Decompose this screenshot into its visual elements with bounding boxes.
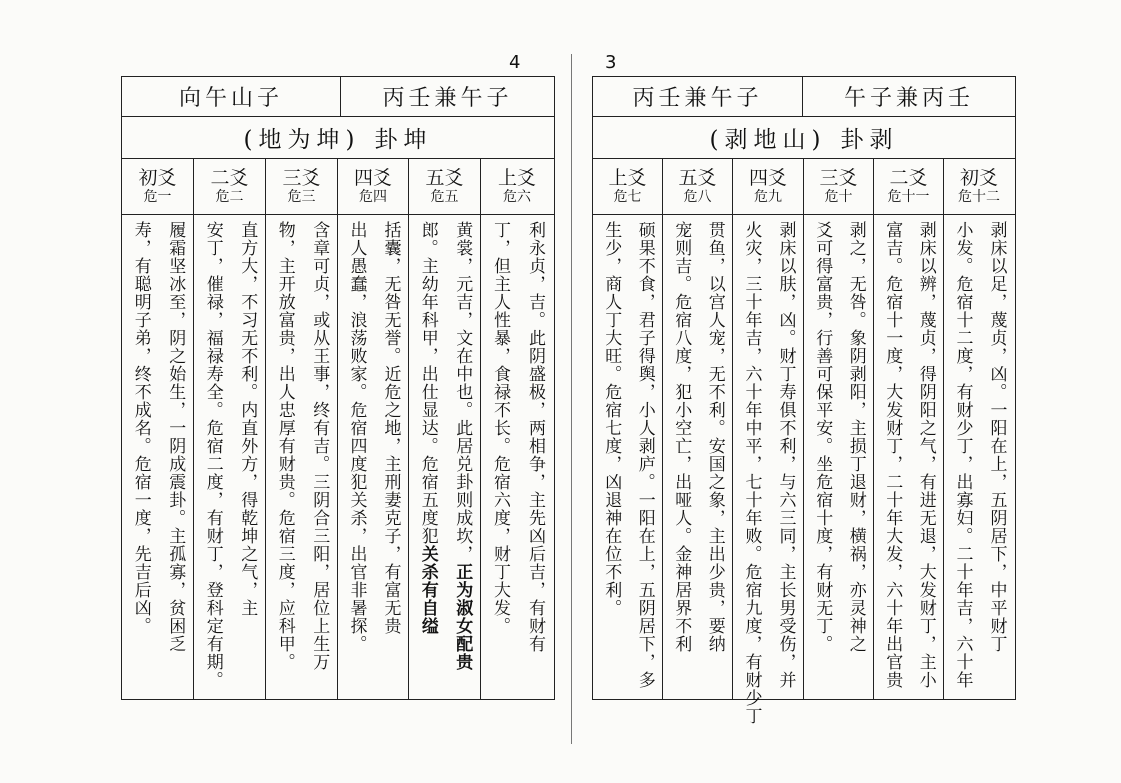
yao-label: 上爻 <box>497 166 536 189</box>
yao-label: 四爻 <box>353 166 392 189</box>
yao-text-line <box>203 221 222 699</box>
yao-text-column <box>804 215 874 699</box>
yao-text-row <box>593 215 1015 725</box>
wei-mark: 危 <box>754 188 768 205</box>
yao-text-line <box>812 221 831 699</box>
left-page-table <box>121 76 555 700</box>
yao-text: 郎。主幼年科甲，出仕显达。危宿五度犯 <box>417 221 438 545</box>
yao-label: 三爻 <box>282 166 321 189</box>
yao-text: 丁，但主人性暴，食禄不长。危宿六度，财丁大发。 <box>490 221 510 635</box>
yao-text: 火灾，三十年吉，六十年中平，七十年败。危宿九度，有财少丁 <box>741 221 762 725</box>
yao-text-line <box>131 221 150 699</box>
yao-text-line <box>601 221 620 699</box>
yao-text-emphasis: 关杀有自缢 <box>417 545 438 635</box>
compass-direction: 丙壬兼午子 <box>382 86 513 111</box>
yao-text: 寿，有聪明子弟，终不成名。危宿一度，先吉后凶。 <box>130 221 151 635</box>
gua-name: (地为坤) <box>243 127 361 153</box>
compass-direction: 丙壬兼午子 <box>632 86 763 111</box>
yao-text: 出人愚蠢，浪荡败家。危宿四度犯关杀，出官非暑探。 <box>346 221 367 653</box>
yao-number: 十一 <box>901 188 930 205</box>
yao-text-column <box>593 215 663 699</box>
yao-number: 四 <box>373 188 387 205</box>
yao-number: 三 <box>301 188 316 205</box>
yao-text: 安丁，催禄，福禄寿全。危宿二度，有财丁，登科定有期。 <box>202 221 223 689</box>
yao-header-row <box>593 159 1015 215</box>
gua-title: 卦剥 <box>840 127 899 153</box>
yao-label: 初爻 <box>138 166 177 189</box>
yao-header-cell <box>409 159 481 214</box>
yao-label: 三爻 <box>819 166 858 189</box>
wei-mark: 危 <box>503 188 517 205</box>
yao-label: 五爻 <box>678 166 717 189</box>
wei-mark: 危 <box>887 188 902 205</box>
compass-direction-cell <box>593 77 803 116</box>
yao-text: 括囊，无咎无誉。近危之地，主刑妻克子，有富无贵 <box>380 221 401 635</box>
yao-text: 剥之，无咎。象阴剥阳，主损丁退财，横祸，亦灵神之 <box>845 221 866 653</box>
yao-text: 生少，商人丁大旺。危宿七度，凶退神在位不利。 <box>601 221 622 617</box>
wei-mark: 危 <box>143 188 158 205</box>
yao-number: 一 <box>157 188 172 205</box>
yao-text-line <box>916 221 935 699</box>
yao-label: 上爻 <box>608 166 647 189</box>
yao-text-column <box>874 215 944 699</box>
gua-title-cell <box>593 117 1015 158</box>
yao-header-cell <box>593 159 663 214</box>
page-number-left: 4 <box>509 52 521 73</box>
mountain-direction-cell <box>122 77 341 116</box>
yao-number: 六 <box>517 188 531 205</box>
gua-row <box>122 117 554 159</box>
yao-text-column <box>481 215 553 699</box>
wei-mark: 危 <box>215 188 230 205</box>
wei-mark: 危 <box>287 188 302 205</box>
yao-text-line <box>418 221 437 699</box>
yao-text: 剥床以肤，凶。财丁寿俱不利，与六三同，主长男受伤，并 <box>775 221 796 689</box>
yao-text-line <box>237 221 256 699</box>
yao-text-line <box>987 221 1006 699</box>
yao-label: 四爻 <box>748 166 787 189</box>
yao-text-line <box>671 221 690 699</box>
yao-text-column <box>733 215 804 725</box>
yao-header-cell <box>481 159 553 214</box>
yao-text: 贯鱼，以宫人宠，无不利。安国之象，主出少贵，要纳 <box>704 221 725 653</box>
yao-text: 含章可贞，或从王事，终有吉。三阴合三阳，居位上生万 <box>309 221 330 671</box>
gua-name: (剥地山) <box>709 127 827 153</box>
yao-text: 富吉。危宿十一度，大发财丁，二十年大发，六十年出官贵 <box>882 221 903 689</box>
yao-text-column <box>409 215 481 699</box>
mountain-direction: 午子兼丙壬 <box>843 86 974 111</box>
yao-text: 剥床以辨，蔑贞，得阴阳之气，有进无退，大发财丁，主小 <box>915 221 936 689</box>
yao-text-line <box>525 221 544 699</box>
yao-text-column <box>122 215 194 699</box>
gua-title: 卦坤 <box>374 127 433 153</box>
yao-text-column <box>266 215 338 699</box>
yao-header-row <box>122 159 554 215</box>
wei-mark: 危 <box>359 188 373 205</box>
yao-text: 宠则吉。危宿八度，犯小空亡，出哑人。金神居界不利 <box>671 221 692 653</box>
header-row <box>593 77 1015 117</box>
yao-text-line <box>705 221 724 699</box>
compass-direction-cell <box>341 77 554 116</box>
yao-text-emphasis: 正为淑女配贵 <box>452 563 473 671</box>
yao-header-cell <box>194 159 266 214</box>
yao-label: 二爻 <box>889 166 928 189</box>
yao-text-line <box>165 221 184 699</box>
yao-text-column <box>663 215 733 699</box>
yao-text-line <box>846 221 865 699</box>
yao-header-cell <box>944 159 1014 214</box>
yao-text-line <box>309 221 328 699</box>
yao-text-column <box>194 215 266 699</box>
yao-header-cell <box>874 159 944 214</box>
yao-text-line <box>953 221 972 699</box>
yao-text: 履霜坚冰至，阴之始生，一阴成震卦。主孤寡，贫困乏 <box>165 221 186 653</box>
yao-text: 剥床以足，蔑贞，凶。一阳在上，五阴居下，中平财丁 <box>986 221 1007 653</box>
wei-mark: 危 <box>683 188 698 205</box>
yao-text-line <box>275 221 294 699</box>
book-spine <box>571 54 572 744</box>
yao-number: 二 <box>229 188 244 205</box>
yao-text: 小发。危宿十二度，有财少丁，出寡妇。二十年吉，六十年 <box>952 221 973 689</box>
gua-row <box>593 117 1015 159</box>
yao-text-column <box>338 215 409 699</box>
yao-text: 利永贞，吉。此阴盛极，两相争，主先凶后吉，有财有 <box>525 221 545 653</box>
header-row <box>122 77 554 117</box>
yao-text: 黄裳，元吉，文在中也。此居兑卦则成坎， <box>452 221 473 563</box>
wei-mark: 危 <box>958 188 972 205</box>
yao-text-line <box>635 221 654 699</box>
yao-text-column <box>944 215 1014 699</box>
yao-text-row <box>122 215 554 699</box>
wei-mark: 危 <box>824 188 839 205</box>
yao-label: 五爻 <box>425 166 464 189</box>
gua-title-cell <box>122 117 554 158</box>
yao-text: 硕果不食，君子得舆，小人剥庐。一阳在上，五阴居下，多 <box>634 221 655 689</box>
right-page-table <box>592 76 1016 725</box>
yao-text-line <box>347 221 366 699</box>
yao-number: 七 <box>627 188 642 205</box>
yao-text-line <box>381 221 400 699</box>
yao-number: 五 <box>444 188 459 205</box>
yao-number: 十 <box>838 188 853 205</box>
yao-header-cell <box>733 159 804 214</box>
wei-mark: 危 <box>430 188 445 205</box>
page-number-right: 3 <box>605 52 617 73</box>
mountain-direction: 向午山子 <box>178 86 283 111</box>
yao-header-cell <box>338 159 409 214</box>
yao-header-cell <box>804 159 874 214</box>
yao-text: 直方大，不习无不利。内直外方，得乾坤之气，主 <box>237 221 258 617</box>
mountain-direction-cell <box>803 77 1015 116</box>
yao-label: 初爻 <box>959 166 998 189</box>
yao-text: 物，主开放富贵，出人忠厚有财贵。危宿三度，应科甲。 <box>274 221 295 671</box>
yao-label: 二爻 <box>210 166 249 189</box>
yao-text-line <box>452 221 471 699</box>
yao-number: 九 <box>768 188 782 205</box>
yao-text-line <box>776 221 795 699</box>
yao-number: 十二 <box>972 188 1000 205</box>
yao-header-cell <box>663 159 733 214</box>
yao-header-cell <box>266 159 338 214</box>
yao-number: 八 <box>697 188 712 205</box>
yao-text-line <box>882 221 901 699</box>
yao-text-line <box>741 221 762 725</box>
yao-text-line <box>490 221 509 699</box>
wei-mark: 危 <box>613 188 628 205</box>
yao-text: 爻可得富贵，行善可保平安。坐危宿十度，有财无丁。 <box>812 221 833 653</box>
yao-header-cell <box>122 159 194 214</box>
